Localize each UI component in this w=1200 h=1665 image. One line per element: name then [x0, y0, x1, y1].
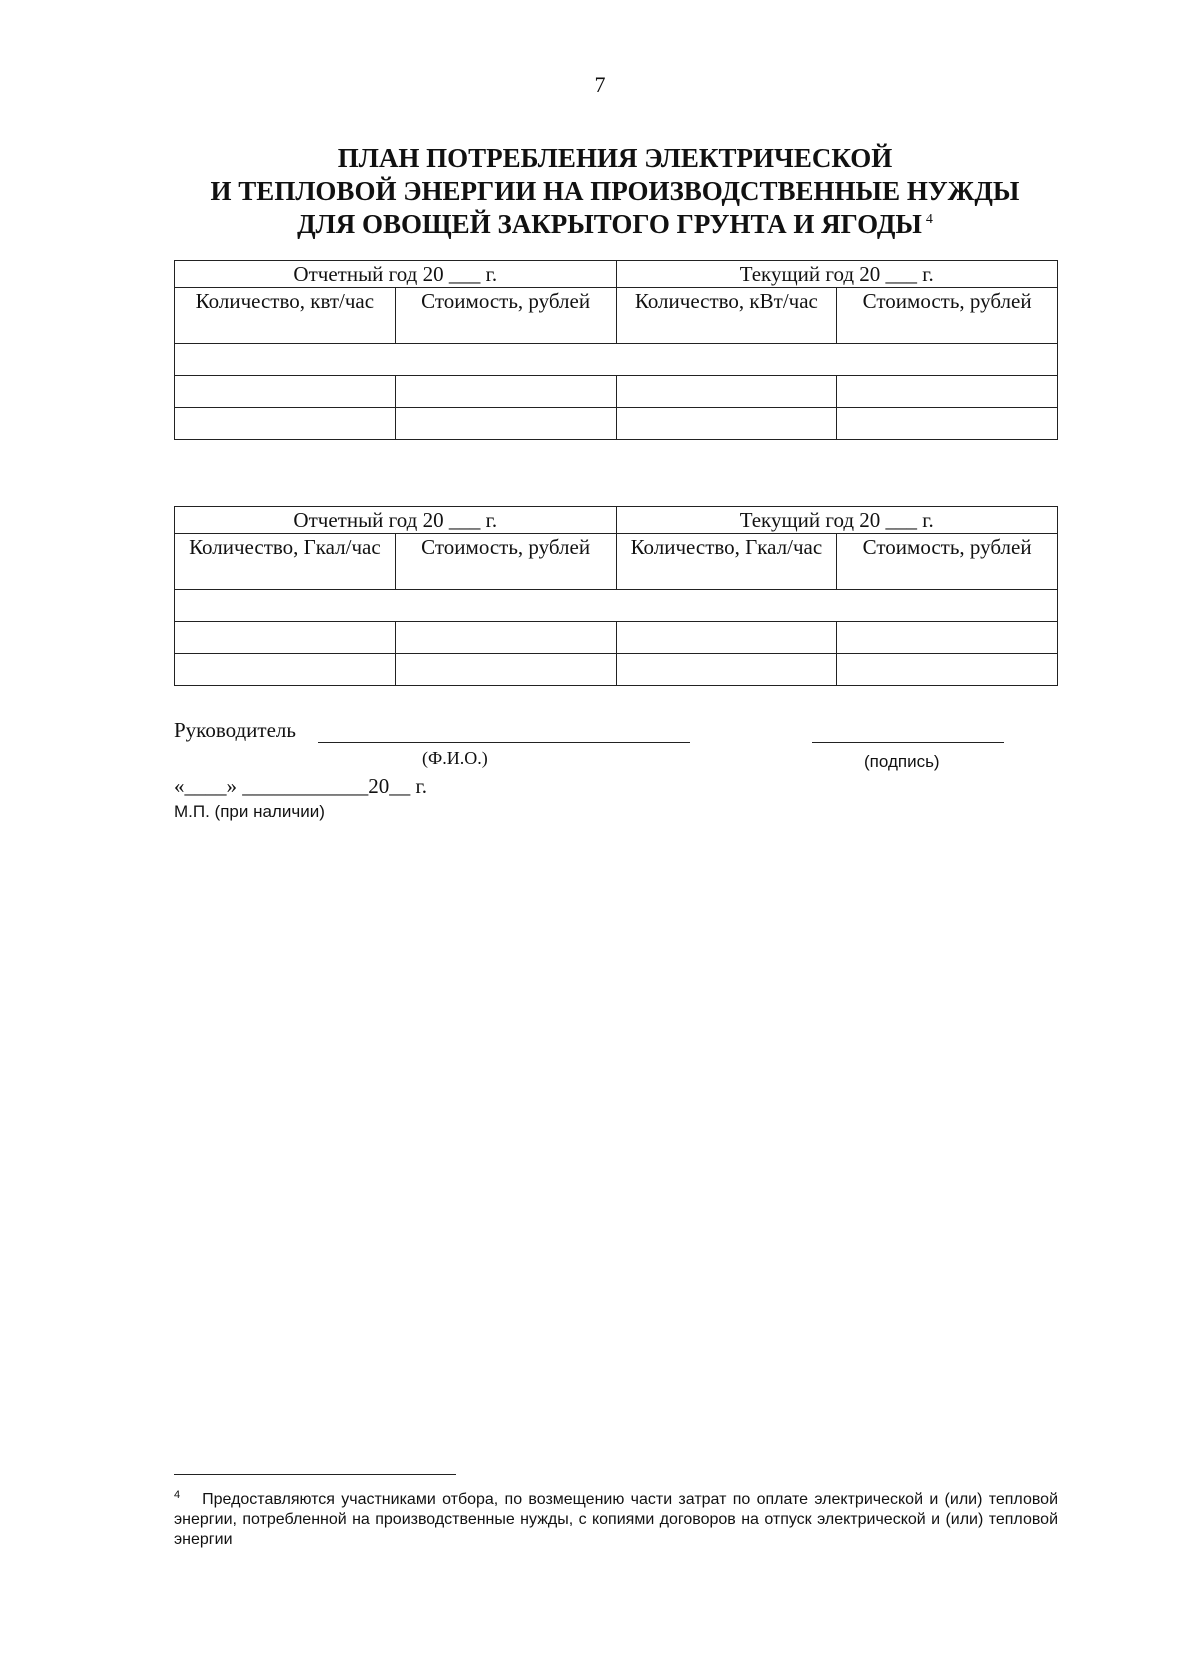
table-row	[175, 288, 1058, 344]
footnote-mark: 4	[174, 1488, 181, 1501]
table-cell[interactable]	[395, 654, 616, 686]
reporting-year-header: Отчетный год 20 ___ г.	[175, 261, 617, 288]
title-line-3-text: ДЛЯ ОВОЩЕЙ ЗАКРЫТОГО ГРУНТА И ЯГОДЫ	[297, 209, 922, 239]
column-header-quantity: Количество, кВт/час	[616, 288, 837, 344]
title-line-3	[150, 208, 1080, 241]
column-header-quantity: Количество, квт/час	[175, 288, 396, 344]
title-line-1: ПЛАН ПОТРЕБЛЕНИЯ ЭЛЕКТРИЧЕСКОЙ	[337, 143, 893, 173]
column-header-cost: Стоимость, рублей	[395, 534, 616, 590]
table-cell[interactable]	[837, 376, 1058, 408]
page-number: 7	[594, 72, 606, 97]
table-row	[175, 344, 1058, 376]
document-title	[150, 142, 1080, 241]
table-cell[interactable]	[175, 408, 396, 440]
table-row	[175, 590, 1058, 622]
table-cell[interactable]	[395, 376, 616, 408]
column-header-quantity: Количество, Гкал/час	[175, 534, 396, 590]
table-cell[interactable]	[175, 622, 396, 654]
footnote-text: Предоставляются участниками отбора, по возмещению части затрат по оплате электрической и (или) тепловой энергии, потребленной на производственные нужды, с копиями договоров на отпуск электрической и (или) тепловой энергии	[174, 1491, 1058, 1548]
fio-caption: (Ф.И.О.)	[422, 748, 488, 768]
table-cell[interactable]	[395, 408, 616, 440]
reporting-year-header: Отчетный год 20 ___ г.	[175, 507, 617, 534]
table-row	[175, 261, 1058, 288]
current-year-header: Текущий год 20 ___ г.	[616, 507, 1058, 534]
table-cell[interactable]	[837, 622, 1058, 654]
title-footnote-ref: 4	[925, 212, 933, 227]
column-header-quantity: Количество, Гкал/час	[616, 534, 837, 590]
table-cell[interactable]	[837, 408, 1058, 440]
table-cell[interactable]	[175, 654, 396, 686]
table-row	[175, 534, 1058, 590]
current-year-header: Текущий год 20 ___ г.	[616, 261, 1058, 288]
footnote	[174, 1490, 1058, 1550]
table-cell[interactable]	[616, 376, 837, 408]
table-row	[175, 622, 1058, 654]
table-cell[interactable]	[837, 654, 1058, 686]
column-header-cost: Стоимость, рублей	[395, 288, 616, 344]
title-line-2: И ТЕПЛОВОЙ ЭНЕРГИИ НА ПРОИЗВОДСТВЕННЫЕ НУЖДЫ	[210, 176, 1020, 206]
table-cell[interactable]	[175, 344, 1058, 376]
table-row	[175, 408, 1058, 440]
footnote-divider	[174, 1474, 456, 1475]
table-row	[175, 376, 1058, 408]
head-label: Руководитель	[174, 718, 296, 742]
date-line: «____» ____________20__ г.	[174, 774, 427, 798]
table-row	[175, 654, 1058, 686]
signature-field-line[interactable]	[812, 742, 1004, 743]
signature-caption: (подпись)	[864, 752, 940, 771]
table-cell[interactable]	[616, 408, 837, 440]
table-row	[175, 507, 1058, 534]
heat-energy-table	[174, 506, 1058, 686]
table-cell[interactable]	[616, 622, 837, 654]
table-cell[interactable]	[175, 590, 1058, 622]
table-cell[interactable]	[175, 376, 396, 408]
signature-block	[174, 718, 1074, 828]
column-header-cost: Стоимость, рублей	[837, 288, 1058, 344]
table-cell[interactable]	[395, 622, 616, 654]
column-header-cost: Стоимость, рублей	[837, 534, 1058, 590]
fio-field-line[interactable]	[318, 742, 690, 743]
table-cell[interactable]	[616, 654, 837, 686]
stamp-caption: М.П. (при наличии)	[174, 802, 325, 821]
electric-energy-table	[174, 260, 1058, 440]
